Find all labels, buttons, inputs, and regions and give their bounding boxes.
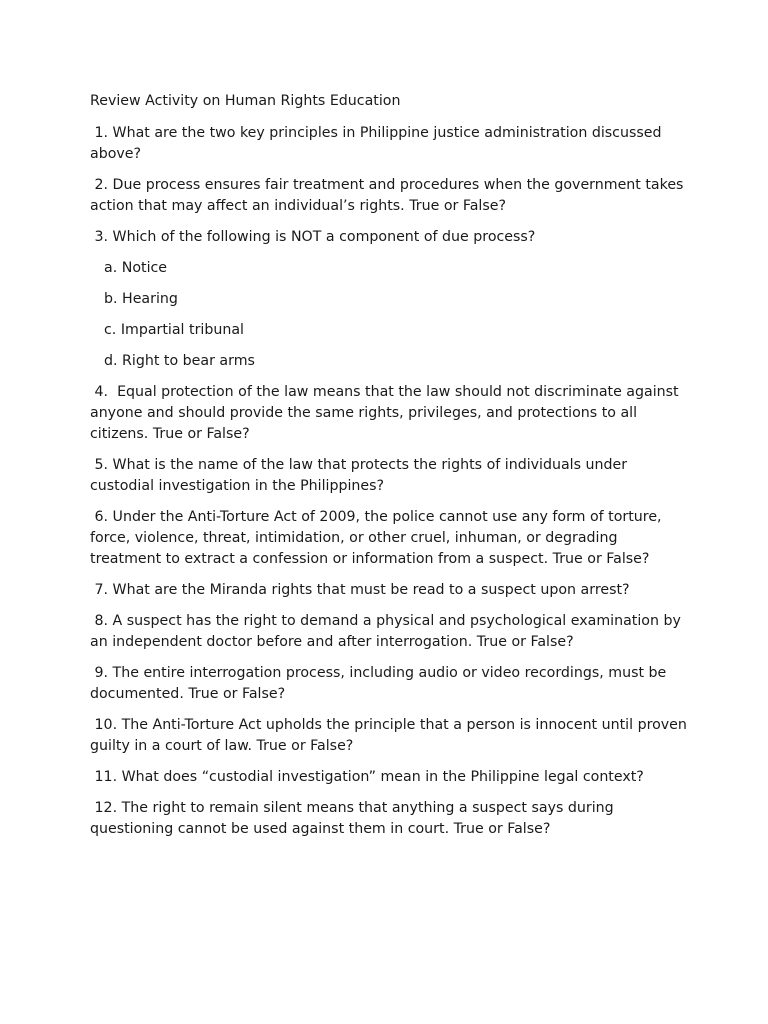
document-page [90,91,690,850]
question-2: 2. Due process ensures fair treatment and procedures when the government takes action that may affect an individual’s rights. True or False? [90,177,688,214]
question-1: 1. What are the two key principles in Philippine justice administration discussed above? [90,125,666,162]
question-12: 12. The right to remain silent means that anything a suspect says during questioning cannot be used against them in court. True or False? [90,800,619,837]
question-9: 9. The entire interrogation process, including audio or video recordings, must be documented. True or False? [90,665,671,702]
question-3-option-c: c. Impartial tribunal [104,322,244,338]
question-3: 3. Which of the following is NOT a component of due process? [90,229,536,245]
question-3-option-d: d. Right to bear arms [104,353,255,369]
question-4: 4. Equal protection of the law means that the law should not discriminate against anyone and should provide the same rights, privileges, and protections to all citizens. True or False? [90,384,684,442]
document-title: Review Activity on Human Rights Education [90,93,401,109]
question-11: 11. What does “custodial investigation” mean in the Philippine legal context? [90,769,644,785]
question-8: 8. A suspect has the right to demand a physical and psychological examination by an independent doctor before and after interrogation. True or False? [90,613,686,650]
question-6: 6. Under the Anti-Torture Act of 2009, the police cannot use any form of torture, force, violence, threat, intimidation, or other cruel, inhuman, or degrading treatment to extract a confession or information from a suspect. True or False? [90,509,667,567]
question-10: 10. The Anti-Torture Act upholds the principle that a person is innocent until proven guilty in a court of law. True or False? [90,717,692,754]
question-3-option-a: a. Notice [104,260,168,276]
question-3-option-b: b. Hearing [104,291,178,307]
question-7: 7. What are the Miranda rights that must be read to a suspect upon arrest? [90,582,630,598]
question-5: 5. What is the name of the law that protects the rights of individuals under custodial investigation in the Philippines? [90,457,632,494]
